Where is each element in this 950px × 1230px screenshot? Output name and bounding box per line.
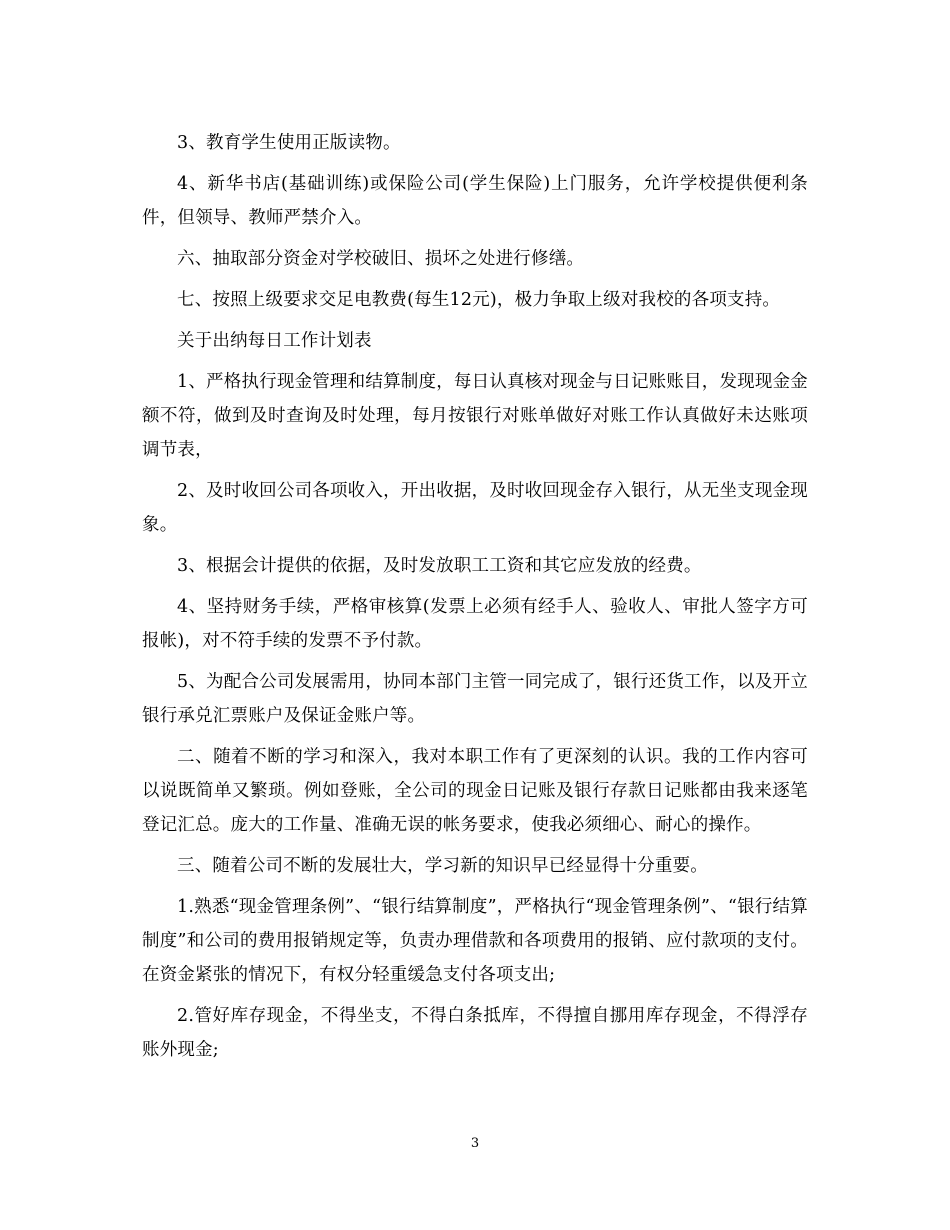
- paragraph: 2、及时收回公司各项收入，开出收据，及时收回现金存入银行，从无坐支现金现象。: [142, 481, 808, 535]
- paragraph: 5、为配合公司发展需用，协同本部门主管一同完成了，银行还货工作，以及开立银行承兑汇票账户及保证金账户等。: [142, 672, 808, 726]
- document-body: [142, 126, 808, 1074]
- paragraph: 三、随着公司不断的发展壮大，学习新的知识早已经显得十分重要。: [177, 856, 708, 876]
- paragraph: 1.熟悉“现金管理条例”、“银行结算制度”，严格执行“现金管理条例”、“银行结算制度”和公司的费用报销规定等，负责办理借款和各项费用的报销、应付款项的支付。在资金紧张的情况下，有权分轻重缓急支付各项支出;: [142, 897, 808, 985]
- paragraph: 3、根据会计提供的依据，及时发放职工工资和其它应发放的经费。: [177, 556, 702, 576]
- paragraph: 4、坚持财务手续，严格审核算(发票上必须有经手人、验收人、审批人签字方可报帐)，对不符手续的发票不予付款。: [142, 597, 808, 651]
- paragraph: 六、抽取部分资金对学校破旧、损坏之处进行修缮。: [177, 249, 585, 269]
- paragraph: 2.管好库存现金，不得坐支，不得白条抵库，不得擅自挪用库存现金，不得浮存账外现金;: [142, 1006, 808, 1060]
- paragraph: 1、严格执行现金管理和结算制度，每日认真核对现金与日记账账目，发现现金金额不符，做到及时查询及时处理，每月按银行对账单做好对账工作认真做好未达账项调节表，: [142, 372, 808, 460]
- paragraph: 二、随着不断的学习和深入，我对本职工作有了更深刻的认识。我的工作内容可以说既简单又繁琐。例如登账，全公司的现金日记账及银行存款日记账都由我来逐笔登记汇总。庞大的工作量、准确无误的帐务要求，使我必须细心、耐心的操作。: [142, 747, 808, 835]
- paragraph: 七、按照上级要求交足电教费(每生12元)，极力争取上级对我校的各项支持。: [177, 290, 781, 310]
- paragraph: 3、教育学生使用正版读物。: [177, 133, 401, 153]
- paragraph: 4、新华书店(基础训练)或保险公司(学生保险)上门服务，允许学校提供便利条件，但领导、教师严禁介入。: [142, 174, 808, 228]
- page-number: 3: [470, 1136, 480, 1151]
- section-heading: 关于出纳每日工作计划表: [177, 331, 372, 351]
